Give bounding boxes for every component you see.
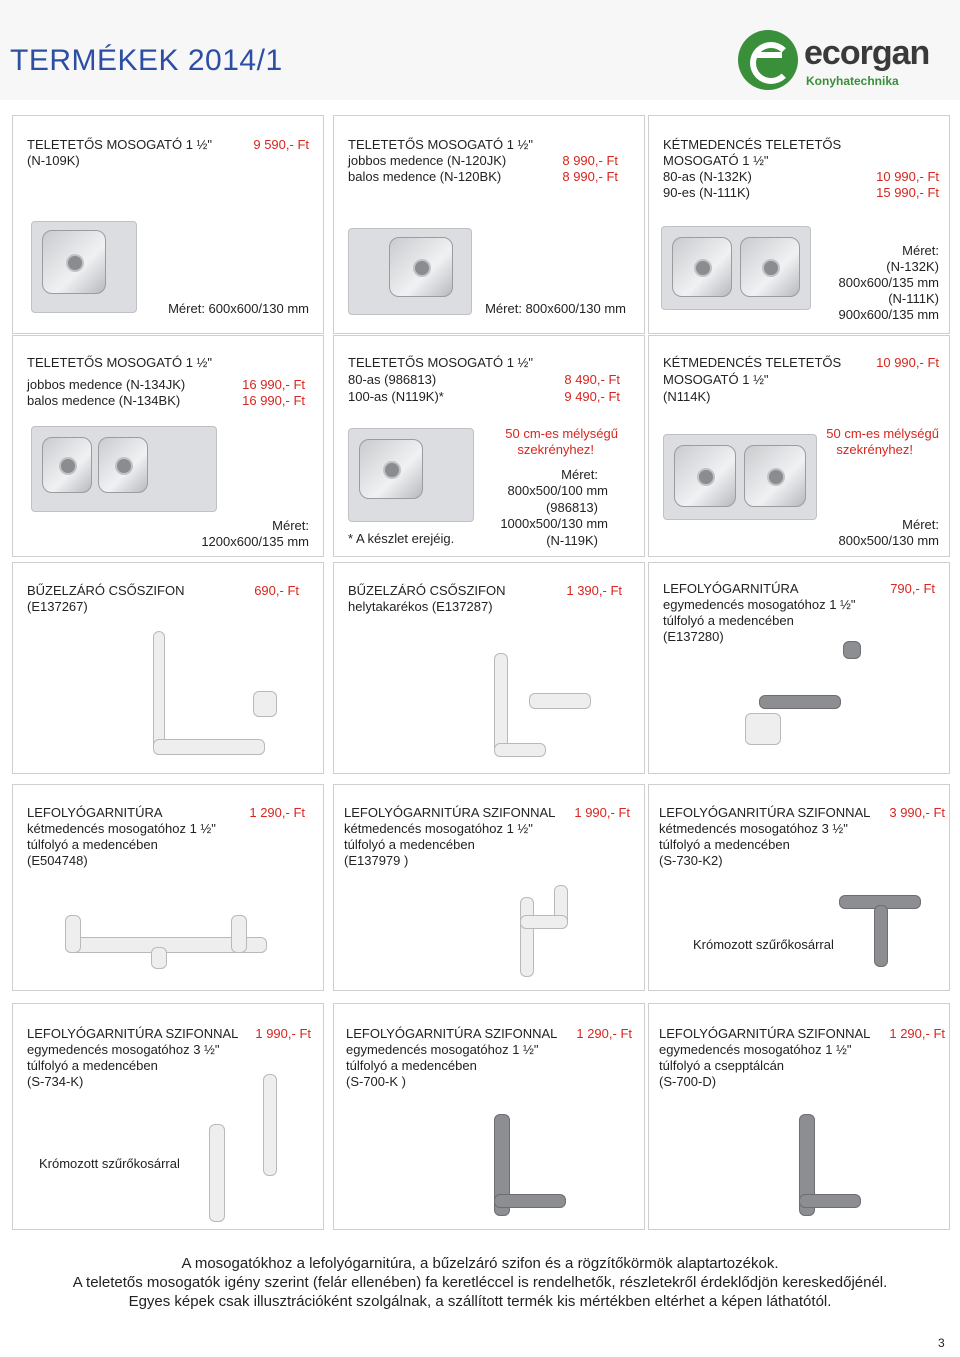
product-line: egymedencés mosogatóhoz 1 ½" <box>659 1042 852 1057</box>
siphon-pipe <box>153 739 265 755</box>
product-code: (S-730-K2) <box>659 853 723 868</box>
cabinet-note: szekrényhez! <box>836 442 913 457</box>
product-price: 3 990,- Ft <box>889 805 945 820</box>
size-label: Méret: <box>902 517 939 532</box>
product-code: (N114K) <box>663 389 711 404</box>
product-line: balos medence (N-120BK) <box>348 169 502 184</box>
product-card-n119k <box>333 335 645 557</box>
size-value: 800x500/100 mm <box>507 483 608 498</box>
size-value: 900x600/135 mm <box>838 307 939 322</box>
siphon-outlet <box>253 691 277 717</box>
product-line: kétmedencés mosogatóhoz 3 ½" <box>659 821 848 836</box>
product-line: 80-as (986813) <box>348 372 437 387</box>
product-line: túlfolyó a medencében <box>27 1058 158 1073</box>
product-name: MOSOGATÓ <box>663 153 739 168</box>
drain-icon <box>66 254 84 272</box>
product-name: TELETETŐS MOSOGATÓ <box>348 137 504 152</box>
size-fraction: 1 ½" <box>506 137 533 152</box>
product-name: LEFOLYÓGARNITÚRA SZIFONNAL <box>346 1026 558 1041</box>
size-label: Méret: <box>902 243 939 258</box>
sink-image <box>348 428 474 522</box>
product-card-s700d <box>648 1003 950 1230</box>
logo-mark-icon <box>738 30 798 90</box>
drain-icon <box>697 468 715 486</box>
size-code: (N-132K) <box>886 259 939 274</box>
siphon-pipe <box>799 1194 861 1208</box>
product-line: túlfolyó a medencében <box>346 1058 477 1073</box>
footnote: * A készlet erejéig. <box>348 531 455 546</box>
product-card-e504748 <box>12 784 324 991</box>
product-line: jobbos medence (N-134JK) <box>27 377 186 392</box>
size-fraction: 1 ½" <box>742 372 769 387</box>
product-name: KÉTMEDENCÉS TELETETŐS <box>663 137 842 152</box>
product-price: 690,- Ft <box>254 583 299 598</box>
product-line: túlfolyó a medencében <box>344 837 475 852</box>
size-value: 1200x600/135 mm <box>201 534 309 549</box>
drain-icon <box>383 461 401 479</box>
drain-icon <box>767 468 785 486</box>
product-card-n132k <box>648 115 950 334</box>
logo-brand: ecorgan <box>804 34 930 72</box>
product-card-s730k2 <box>648 784 950 991</box>
sink-image <box>348 228 472 315</box>
product-line: túlfolyó a medencében <box>659 837 790 852</box>
drain-pipe <box>65 915 81 953</box>
size-value: 800x600/135 mm <box>838 275 939 290</box>
product-name: MOSOGATÓ <box>663 372 739 387</box>
product-code: (E504748) <box>27 853 88 868</box>
product-name: TELETETŐS MOSOGATÓ <box>348 355 504 370</box>
product-price: 16 990,- Ft <box>242 377 305 392</box>
product-name: TELETETŐS MOSOGATÓ <box>27 137 183 152</box>
sink-basin <box>98 437 148 493</box>
product-name: LEFOLYÓGANRITÚRA SZIFONNAL <box>659 805 871 820</box>
ecorgan-logo <box>738 30 928 92</box>
size-fraction: 1 ½" <box>185 355 212 370</box>
product-line: túlfolyó a csepptálcán <box>659 1058 785 1073</box>
size-value: 1000x500/130 mm <box>500 516 608 531</box>
product-code: (S-700-D) <box>659 1074 717 1089</box>
size-fraction: 1 ½" <box>506 355 533 370</box>
product-line: 90-es (N-111K) <box>663 185 750 200</box>
overflow-pipe <box>263 1074 277 1176</box>
product-name: LEFOLYÓGARNITÚRA <box>27 805 163 820</box>
product-line: 100-as (N119K)* <box>348 389 444 404</box>
product-name: BŰZELZÁRÓ CSŐSZIFON <box>27 583 185 598</box>
sink-basin <box>42 230 106 294</box>
product-line: jobbos medence (N-120JK) <box>348 153 507 168</box>
product-price: 9 590,- Ft <box>253 137 309 152</box>
size-label: Méret: <box>561 467 598 482</box>
product-card-n109k <box>12 115 324 334</box>
sink-image <box>31 426 217 512</box>
product-price: 8 990,- Ft <box>562 153 618 168</box>
product-code: (S-700-K ) <box>346 1074 406 1089</box>
page-number: 3 <box>938 1336 945 1350</box>
strainer <box>745 713 781 745</box>
size-code: (986813) <box>545 500 598 515</box>
page-title: TERMÉKEK 2014/1 <box>10 44 283 77</box>
size-fraction: 1 ½" <box>185 137 212 152</box>
product-card-n114k <box>648 335 950 557</box>
footer-note-3: Egyes képek csak illusztrációként szolgálnak, a szállított termék kis mértékben eltérhet a képen láthatótól. <box>128 1293 832 1310</box>
product-name: LEFOLYÓGARNITÚRA SZIFONNAL <box>344 805 556 820</box>
product-name: LEFOLYÓGARNITÚRA <box>663 581 799 596</box>
product-card-s700k <box>333 1003 645 1230</box>
product-name: LEFOLYÓGARNITÚRA SZIFONNAL <box>659 1026 871 1041</box>
siphon-outlet <box>529 693 591 709</box>
product-price: 1 990,- Ft <box>574 805 630 820</box>
drain-icon <box>694 259 712 277</box>
sink-basin <box>42 437 92 493</box>
footer-note-2: A teletetős mosogatók igény szerint (felár ellenében) fa keretléccel is rendelhetők, részletekről érdeklődjön kereskedőjénél. <box>72 1274 888 1291</box>
size-fraction: 1 ½" <box>742 153 769 168</box>
sink-basin <box>359 439 423 499</box>
product-size: Méret: 800x600/130 mm <box>485 301 626 316</box>
product-price: 10 990,- Ft <box>876 169 939 184</box>
cabinet-note: szekrényhez! <box>517 442 594 457</box>
product-line: egymedencés mosogatóhoz 3 ½" <box>27 1042 220 1057</box>
product-line: kétmedencés mosogatóhoz 1 ½" <box>27 821 216 836</box>
product-size: Méret: 600x600/130 mm <box>168 301 309 316</box>
size-label: Méret: <box>272 518 309 533</box>
product-card-n120 <box>333 115 645 334</box>
product-name: LEFOLYÓGARNITÚRA SZIFONNAL <box>27 1026 239 1041</box>
product-card-n134 <box>12 335 324 557</box>
product-card-e137267 <box>12 562 324 774</box>
footer-note-1: A mosogatókhoz a lefolyógarnitúra, a bűzelzáró szifon és a rögzítőkörmök alaptartozékok. <box>181 1255 779 1272</box>
overflow-cap <box>843 641 861 659</box>
siphon-pipe <box>209 1124 225 1222</box>
siphon-pipe <box>494 743 546 757</box>
siphon-pipe <box>494 653 508 755</box>
product-price: 9 490,- Ft <box>564 389 620 404</box>
drain-pipe <box>231 915 247 953</box>
product-name: KÉTMEDENCÉS TELETETŐS <box>663 355 842 370</box>
siphon-pipe <box>520 915 568 929</box>
product-code: (E137280) <box>663 629 724 644</box>
chrome-strainer-caption: Krómozott szűrőkosárral <box>693 937 834 952</box>
product-line: túlfolyó a medencében <box>27 837 158 852</box>
product-card-e137280 <box>648 562 950 774</box>
product-line: helytakarékos (E137287) <box>348 599 493 614</box>
product-name: BŰZELZÁRÓ CSŐSZIFON <box>348 583 506 598</box>
drain-icon <box>115 457 133 475</box>
product-price: 1 290,- Ft <box>889 1026 945 1041</box>
product-price: 790,- Ft <box>890 581 935 596</box>
sink-basin <box>740 237 800 297</box>
product-card-e137287 <box>333 562 645 774</box>
product-price: 1 990,- Ft <box>255 1026 311 1041</box>
drain-outlet <box>151 947 167 969</box>
product-code: (E137979 ) <box>344 853 409 868</box>
product-line: 80-as (N-132K) <box>663 169 752 184</box>
product-card-s734k <box>12 1003 324 1230</box>
sink-basin <box>672 237 732 297</box>
product-price: 1 290,- Ft <box>249 805 305 820</box>
product-price: 1 290,- Ft <box>576 1026 632 1041</box>
drain-icon <box>59 457 77 475</box>
product-price: 8 490,- Ft <box>564 372 620 387</box>
siphon-pipe <box>520 897 534 977</box>
sink-basin <box>389 237 453 297</box>
product-price: 15 990,- Ft <box>876 185 939 200</box>
overflow-hose <box>759 695 841 709</box>
siphon-pipe <box>153 631 165 753</box>
siphon-pipe <box>494 1194 566 1208</box>
product-price: 10 990,- Ft <box>876 355 939 370</box>
drain-icon <box>413 259 431 277</box>
sink-image <box>31 221 137 313</box>
product-line: túlfolyó a medencében <box>663 613 794 628</box>
product-line: egymedencés mosogatóhoz 1 ½" <box>346 1042 539 1057</box>
sink-image <box>663 434 817 520</box>
product-line: balos medence (N-134BK) <box>27 393 181 408</box>
sink-image <box>661 226 811 310</box>
logo-tagline: Konyhatechnika <box>806 74 899 88</box>
size-value: 800x500/130 mm <box>838 533 939 548</box>
product-code: (E137267) <box>27 599 88 614</box>
product-price: 16 990,- Ft <box>242 393 305 408</box>
drain-icon <box>762 259 780 277</box>
product-card-e137979 <box>333 784 645 991</box>
cabinet-note: 50 cm-es mélységű <box>505 426 618 441</box>
sink-basin <box>744 445 806 507</box>
product-line: kétmedencés mosogatóhoz 1 ½" <box>344 821 533 836</box>
chrome-strainer-caption: Krómozott szűrőkosárral <box>39 1156 180 1171</box>
product-name: TELETETŐS MOSOGATÓ <box>27 355 183 370</box>
siphon-pipe <box>874 905 888 967</box>
cabinet-note: 50 cm-es mélységű <box>826 426 939 441</box>
sink-basin <box>674 445 736 507</box>
product-price: 8 990,- Ft <box>562 169 618 184</box>
product-price: 1 390,- Ft <box>566 583 622 598</box>
size-code: (N-111K) <box>888 291 939 306</box>
size-code: (N-119K) <box>546 533 598 548</box>
product-code: (S-734-K) <box>27 1074 84 1089</box>
product-line: egymedencés mosogatóhoz 1 ½" <box>663 597 856 612</box>
product-code: (N-109K) <box>27 153 80 168</box>
